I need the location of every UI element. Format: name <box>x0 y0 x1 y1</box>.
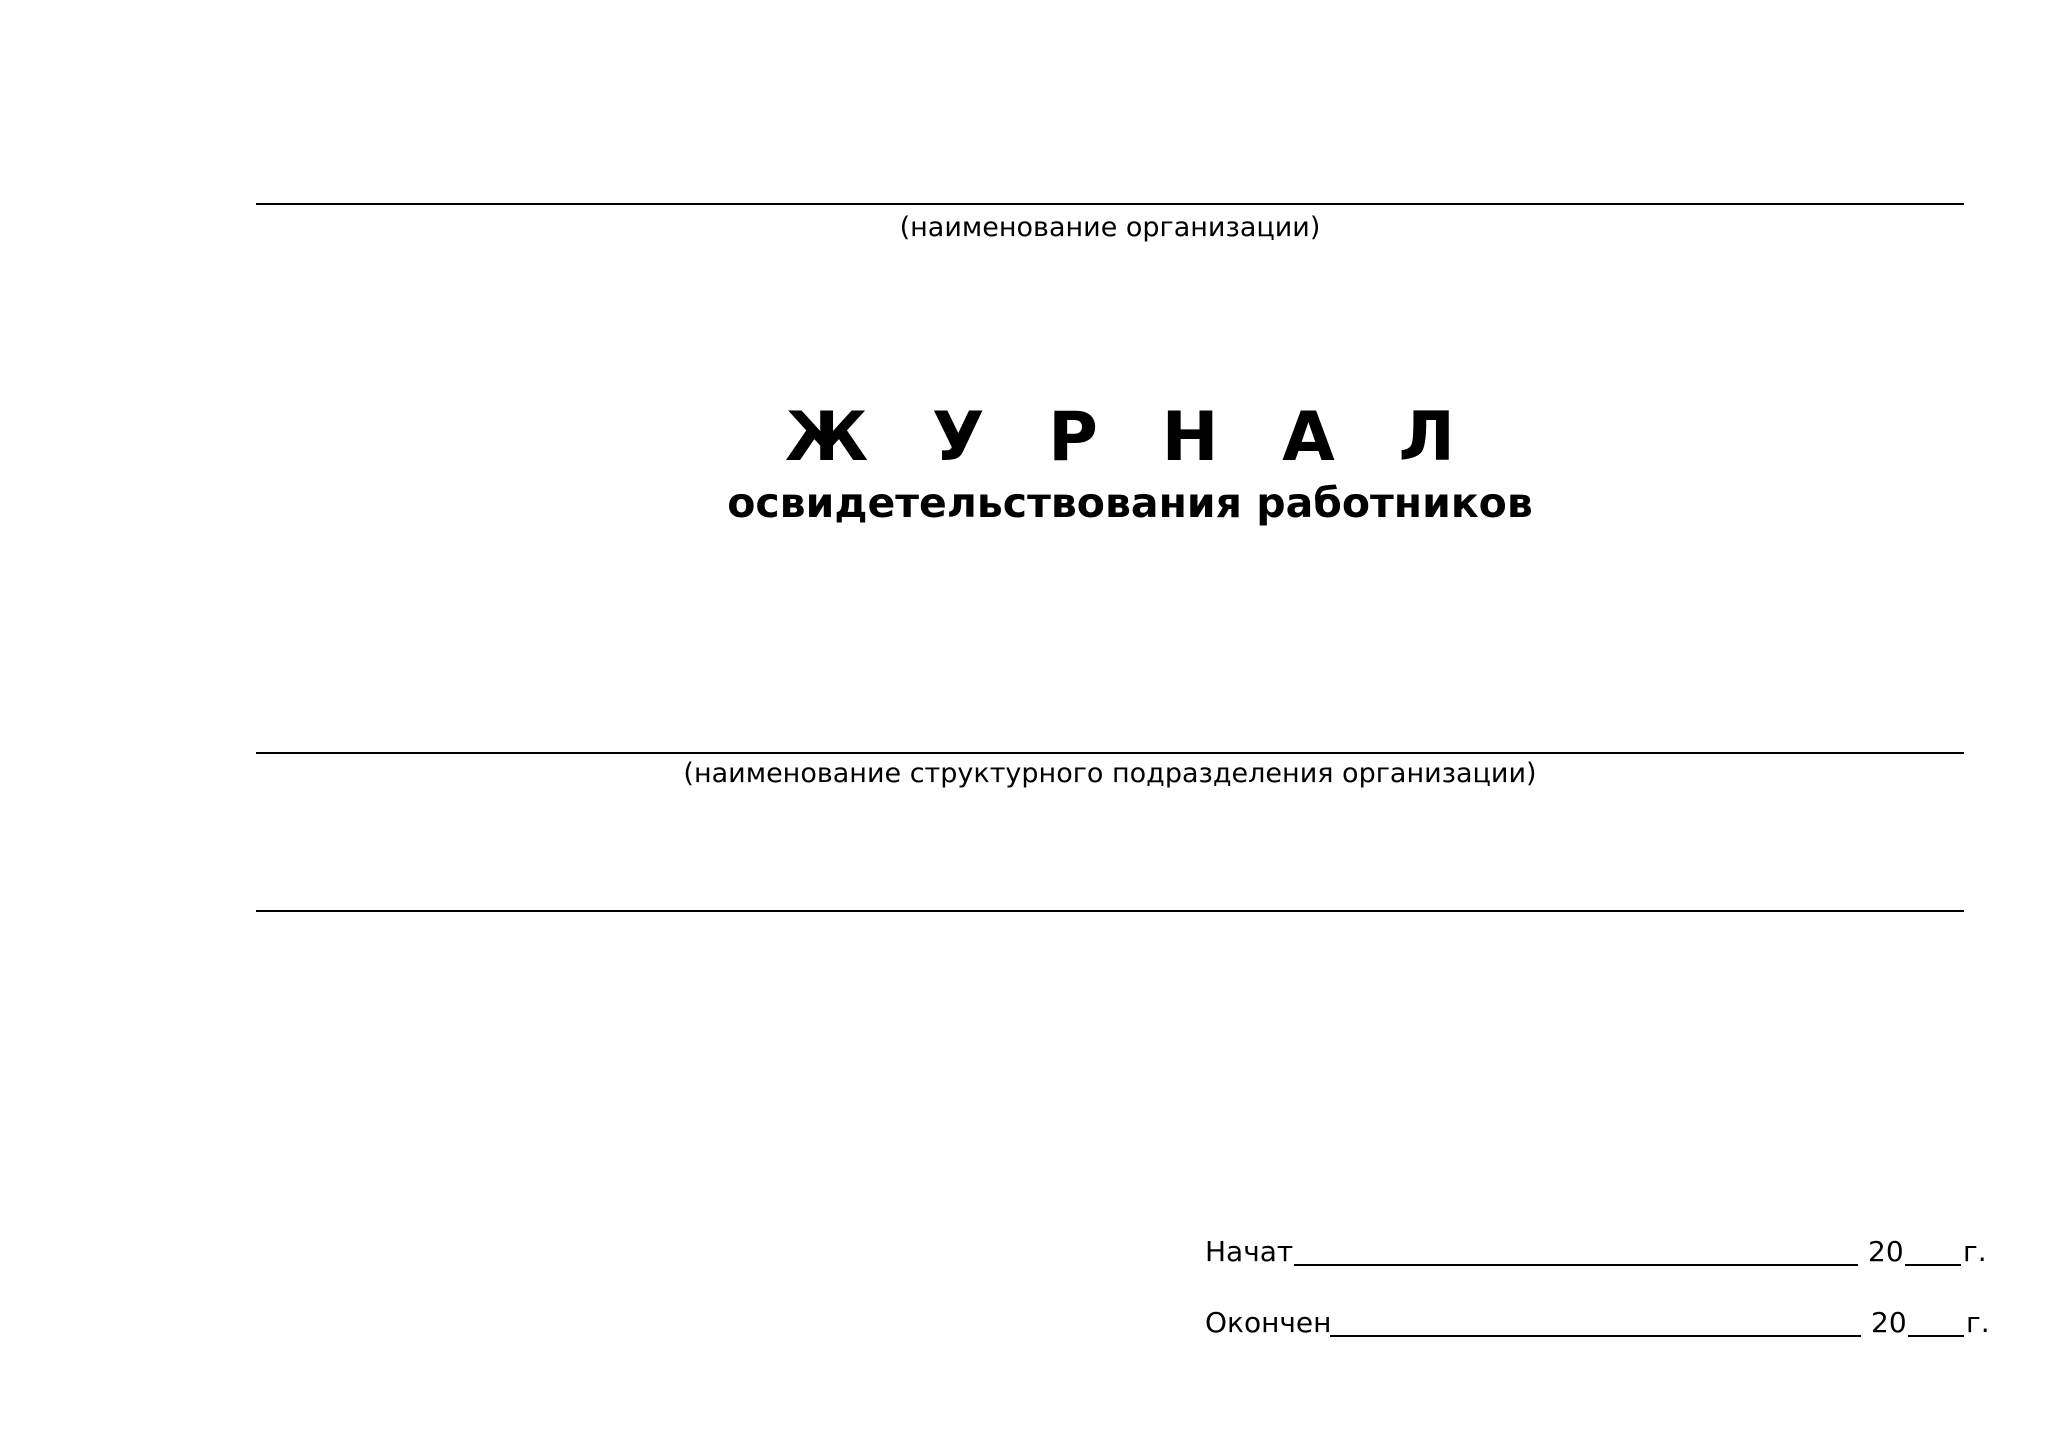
division-name-caption: (наименование структурного подразделения организации) <box>683 758 1537 789</box>
extra-blank-line <box>256 910 1964 912</box>
started-year-suffix: г. <box>1963 1235 1987 1268</box>
journal-title: Ж У Р Н А Л <box>785 398 1475 477</box>
organization-name-line <box>256 203 1964 205</box>
started-year-blank <box>1905 1264 1961 1266</box>
started-date-blank <box>1294 1264 1858 1266</box>
ended-year-prefix: 20 <box>1871 1306 1907 1339</box>
ended-label: Окончен <box>1205 1306 1332 1339</box>
ended-year-blank <box>1908 1335 1964 1337</box>
ended-date-blank <box>1330 1335 1861 1337</box>
started-year-prefix: 20 <box>1868 1235 1904 1268</box>
division-name-line <box>256 752 1964 754</box>
started-label: Начат <box>1205 1235 1294 1268</box>
ended-year-suffix: г. <box>1966 1306 1990 1339</box>
organization-name-caption: (наименование организации) <box>899 212 1321 243</box>
journal-subtitle: освидетельствования работников <box>727 479 1533 527</box>
